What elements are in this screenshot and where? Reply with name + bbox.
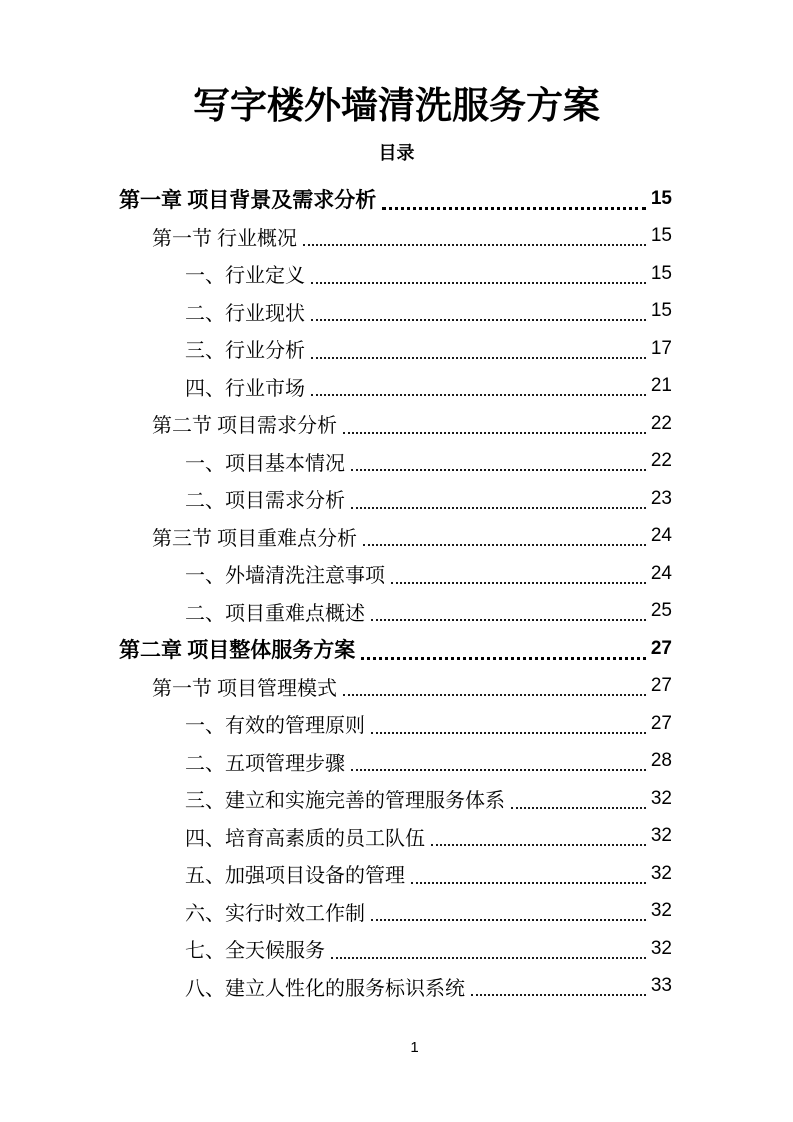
toc-dot-leader xyxy=(363,544,646,546)
toc-entry-label: 一、有效的管理原则 xyxy=(185,715,365,738)
toc-page-number: 32 xyxy=(650,825,672,847)
toc-page-number: 32 xyxy=(650,900,672,922)
toc-heading: 目录 xyxy=(378,143,415,163)
toc-entry-label: 第一节 行业概况 xyxy=(152,227,297,250)
toc-entry[interactable] xyxy=(119,630,672,668)
toc-entry[interactable] xyxy=(119,930,672,968)
toc-dot-leader xyxy=(411,882,646,884)
page-footer xyxy=(0,1036,793,1060)
toc-entry-label: 四、培育高素质的员工队伍 xyxy=(185,827,425,850)
toc-page-number: 15 xyxy=(650,262,672,284)
toc-dot-leader xyxy=(311,394,646,396)
toc-page-number: 33 xyxy=(650,975,672,997)
toc-entry[interactable] xyxy=(119,255,672,293)
toc-dot-leader xyxy=(351,469,646,471)
toc-dot-leader xyxy=(351,507,646,509)
toc-entry[interactable] xyxy=(119,368,672,406)
toc-entry[interactable] xyxy=(119,330,672,368)
toc-page-number: 15 xyxy=(650,225,672,247)
toc-page-number: 28 xyxy=(650,750,672,772)
toc-page-number: 24 xyxy=(650,562,672,584)
toc-page-number: 15 xyxy=(650,300,672,322)
toc-page-number: 32 xyxy=(650,937,672,959)
toc-entry[interactable] xyxy=(119,555,672,593)
toc-entry-label: 四、行业市场 xyxy=(185,377,305,400)
toc-entry-label: 二、项目重难点概述 xyxy=(185,602,365,625)
toc-page-number: 27 xyxy=(650,637,672,659)
toc-entry[interactable] xyxy=(119,968,672,1006)
toc-dot-leader xyxy=(351,769,646,771)
toc-entry[interactable] xyxy=(119,293,672,331)
toc-entry-label: 一、外墙清洗注意事项 xyxy=(185,565,385,588)
toc-page-number: 17 xyxy=(650,337,672,359)
toc-dot-leader xyxy=(371,919,646,921)
toc-entry[interactable] xyxy=(119,855,672,893)
toc-dot-leader xyxy=(471,994,646,996)
toc-page-number: 22 xyxy=(650,450,672,472)
toc-entry-label: 一、项目基本情况 xyxy=(185,452,345,475)
toc-dot-leader xyxy=(331,957,646,959)
toc-dot-leader xyxy=(391,582,646,584)
toc-dot-leader xyxy=(343,694,646,696)
toc-entry-label: 六、实行时效工作制 xyxy=(185,902,365,925)
toc-page-number: 27 xyxy=(650,675,672,697)
toc-page-number: 23 xyxy=(650,487,672,509)
toc-page-number: 32 xyxy=(650,787,672,809)
toc-entry-label: 一、行业定义 xyxy=(185,265,305,288)
toc-entry[interactable] xyxy=(119,405,672,443)
toc-entry-label: 第三节 项目重难点分析 xyxy=(152,527,357,550)
toc-dot-leader xyxy=(371,619,646,621)
toc-list xyxy=(119,180,672,1005)
toc-entry[interactable] xyxy=(119,668,672,706)
toc-entry[interactable] xyxy=(119,780,672,818)
toc-entry-label: 第一章 项目背景及需求分析 xyxy=(119,187,377,212)
toc-page-number: 24 xyxy=(650,525,672,547)
page-number: 1 xyxy=(410,1039,419,1056)
toc-entry-label: 三、行业分析 xyxy=(185,340,305,363)
toc-entry-label: 二、项目需求分析 xyxy=(185,490,345,513)
toc-dot-leader xyxy=(303,244,646,246)
toc-page-number: 27 xyxy=(650,712,672,734)
toc-entry-label: 五、加强项目设备的管理 xyxy=(185,865,405,888)
toc-dot-leader xyxy=(311,319,646,321)
toc-page-number: 21 xyxy=(650,375,672,397)
toc-entry-label: 三、建立和实施完善的管理服务体系 xyxy=(185,790,505,813)
toc-entry[interactable] xyxy=(119,593,672,631)
toc-dot-leader xyxy=(343,432,646,434)
document-title: 写字楼外墙清洗服务方案 xyxy=(193,86,600,127)
toc-entry-label: 七、全天候服务 xyxy=(185,940,325,963)
toc-entry[interactable] xyxy=(119,893,672,931)
toc-dot-leader xyxy=(361,657,646,660)
toc-dot-leader xyxy=(311,357,646,359)
toc-page-number: 22 xyxy=(650,412,672,434)
toc-dot-leader xyxy=(431,844,646,846)
toc-entry-label: 二、行业现状 xyxy=(185,302,305,325)
toc-entry-label: 八、建立人性化的服务标识系统 xyxy=(185,977,465,1000)
toc-page-number: 25 xyxy=(650,600,672,622)
toc-dot-leader xyxy=(311,282,646,284)
toc-entry[interactable] xyxy=(119,443,672,481)
toc-entry-label: 第二章 项目整体服务方案 xyxy=(119,637,356,662)
toc-entry[interactable] xyxy=(119,705,672,743)
toc-entry[interactable] xyxy=(119,180,672,218)
toc-entry-label: 二、五项管理步骤 xyxy=(185,752,345,775)
toc-dot-leader xyxy=(382,207,646,210)
toc-entry-label: 第二节 项目需求分析 xyxy=(152,415,337,438)
toc-dot-leader xyxy=(371,732,646,734)
toc-page-number: 15 xyxy=(650,187,672,209)
toc-entry[interactable] xyxy=(119,218,672,256)
toc-entry[interactable] xyxy=(119,818,672,856)
toc-entry[interactable] xyxy=(119,743,672,781)
toc-entry[interactable] xyxy=(119,518,672,556)
toc-entry-label: 第一节 项目管理模式 xyxy=(152,677,337,700)
toc-entry[interactable] xyxy=(119,480,672,518)
toc-dot-leader xyxy=(511,807,646,809)
toc-page-number: 32 xyxy=(650,862,672,884)
